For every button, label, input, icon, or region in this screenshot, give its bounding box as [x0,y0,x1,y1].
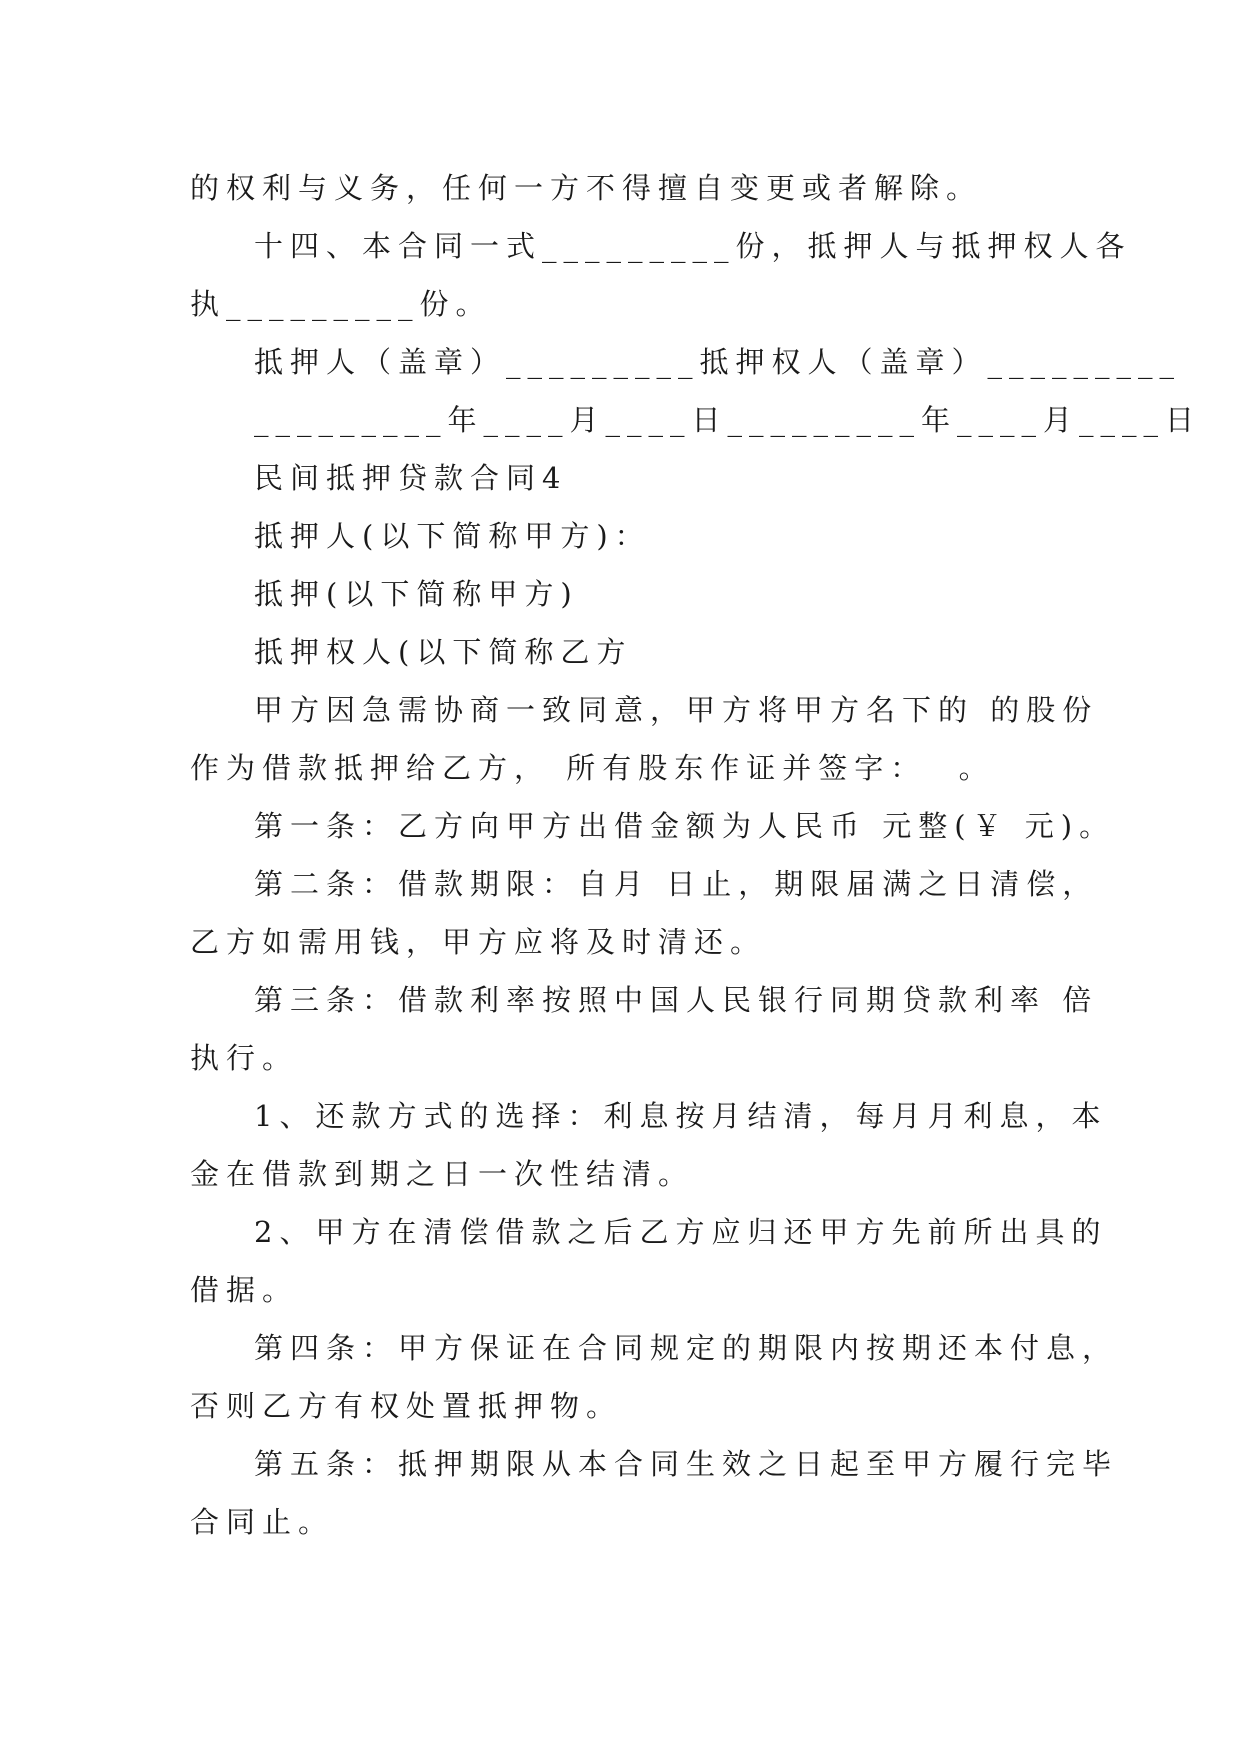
text-line: 抵押(以下简称甲方) [254,577,579,611]
article-line: 第二条：借款期限：自月 日止，期限届满之日清偿， [254,867,1099,901]
article-line: 第五条：抵押期限从本合同生效之日起至甲方履行完毕 [254,1447,1119,1481]
text-line: 十四、本合同一式_________份，抵押人与抵押权人各 [254,229,1132,263]
text-line: 的权利与义务，任何一方不得擅自变更或者解除。 [190,171,983,205]
article-line: 第三条：借款利率按照中国人民银行同期贷款利率 倍 [254,983,1099,1017]
document-body [190,159,1202,1551]
text-line: 合同止。 [190,1505,335,1539]
section-title: 民间抵押贷款合同4 [254,461,568,495]
article-line: 第一条：乙方向甲方出借金额为人民币 元整(￥ 元)。 [254,809,1116,843]
text-line: 甲方因急需协商一致同意，甲方将甲方名下的 的股份 [254,693,1099,727]
signature-line: 抵押人（盖章）_________抵押权人（盖章）_________ [254,345,1182,379]
text-line: 执行。 [190,1041,299,1075]
text-line: 抵押权人(以下简称乙方 [254,635,633,669]
text-line: 乙方如需用钱，甲方应将及时清还。 [190,925,767,959]
text-line: 借据。 [190,1273,299,1307]
text-line: 否则乙方有权处置抵押物。 [190,1389,623,1423]
text-line: 金在借款到期之日一次性结清。 [190,1157,695,1191]
clause-line: 2、甲方在清偿借款之后乙方应归还甲方先前所出具的 [254,1215,1108,1249]
text-line: 作为借款抵押给乙方， 所有股东作证并签字： 。 [190,751,995,785]
text-line: 执_________份。 [190,287,492,321]
date-line: _________年____月____日_________年____月____日 [254,403,1202,437]
clause-line: 1、还款方式的选择：利息按月结清，每月月利息，本 [254,1099,1108,1133]
article-line: 第四条：甲方保证在合同规定的期限内按期还本付息， [254,1331,1119,1365]
text-line: 抵押人(以下简称甲方)： [254,519,651,553]
